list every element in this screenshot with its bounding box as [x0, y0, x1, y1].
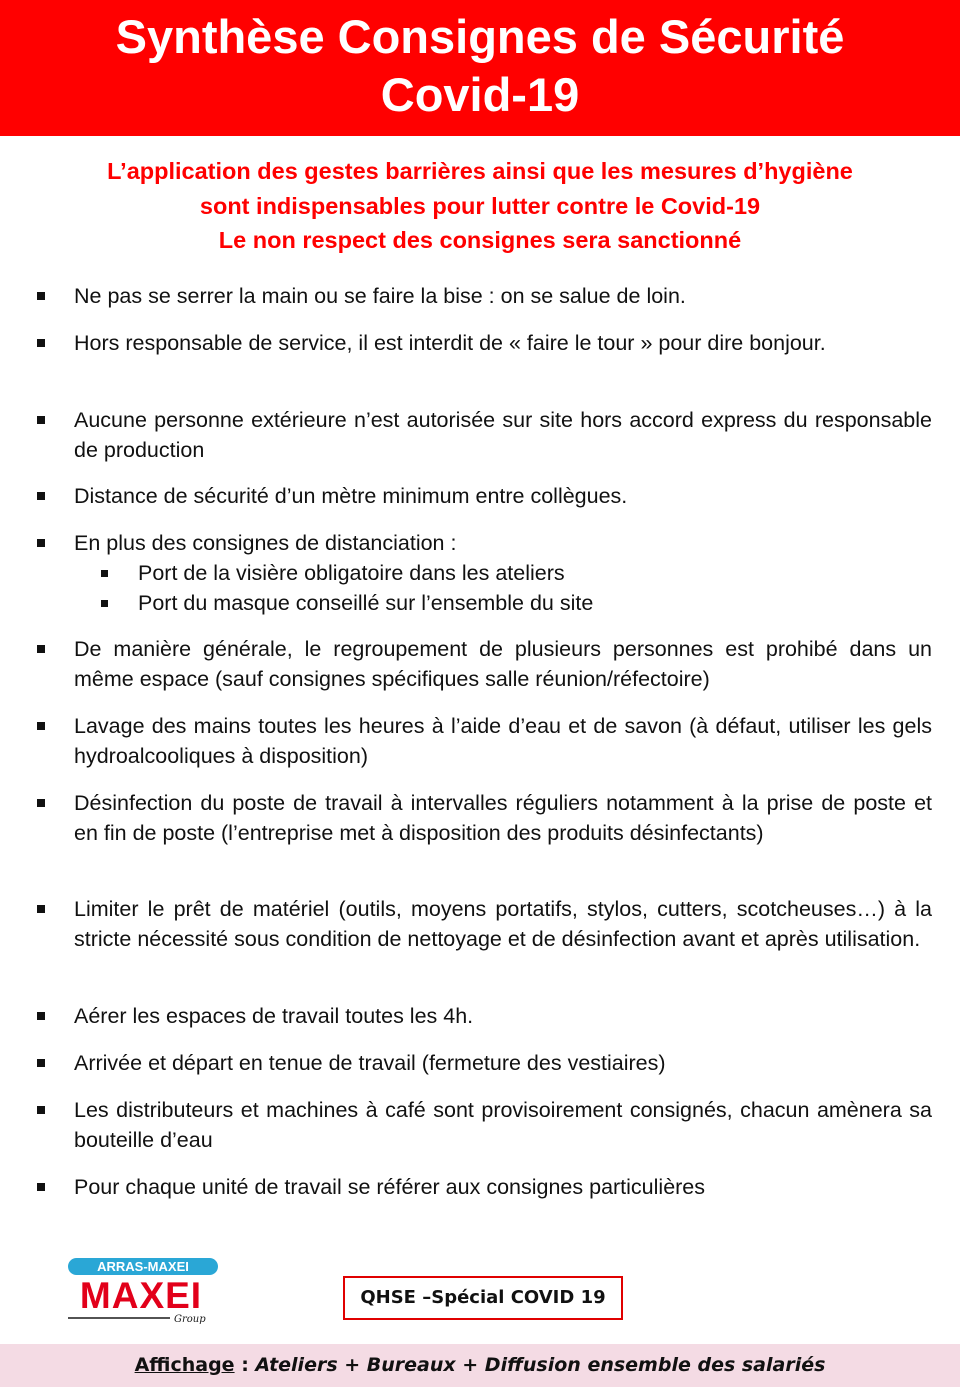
rule-text: Les distributeurs et machines à café sont provisoirement consignés, chacun amènera sa bouteille d’eau: [74, 1098, 932, 1152]
footer-separator: :: [234, 1354, 256, 1376]
square-bullet-icon: [37, 905, 45, 913]
rule-text: Arrivée et départ en tenue de travail (fermeture des vestiaires): [74, 1051, 666, 1075]
square-bullet-icon: [37, 1012, 45, 1020]
rule-text: Aucune personne extérieure n’est autorisée sur site hors accord express du responsable de production: [74, 408, 932, 462]
intro-line-1: L’application des gestes barrières ainsi que les mesures d’hygiène: [107, 158, 853, 184]
sub-rule-text: Port de la visière obligatoire dans les ateliers: [138, 561, 565, 585]
square-bullet-icon: [101, 600, 108, 607]
square-bullet-icon: [37, 1106, 45, 1114]
square-bullet-icon: [37, 492, 45, 500]
page-title-line-2: Covid-19: [380, 68, 580, 121]
square-bullet-icon: [101, 570, 108, 577]
footer-label: Affichage: [134, 1354, 235, 1376]
square-bullet-icon: [37, 1183, 45, 1191]
rule-text: De manière générale, le regroupement de plusieurs personnes est prohibé dans un même espace (sauf consignes spécifiques salle réunion/réfectoire): [74, 637, 932, 691]
rule-text: Hors responsable de service, il est interdit de « faire le tour » pour dire bonjour.: [74, 331, 826, 355]
square-bullet-icon: [37, 645, 45, 653]
rule-text: Ne pas se serrer la main ou se faire la bise : on se salue de loin.: [74, 284, 686, 308]
intro-warning: [0, 154, 960, 258]
title-banner: [0, 0, 960, 136]
sub-rule-text: Port du masque conseillé sur l’ensemble du site: [138, 591, 594, 615]
square-bullet-icon: [37, 722, 45, 730]
square-bullet-icon: [37, 292, 45, 300]
page-title-line-1: Synthèse Consignes de Sécurité: [115, 10, 845, 63]
logo-banner-text: ARRAS-MAXEI: [97, 1259, 189, 1274]
rule-text: Limiter le prêt de matériel (outils, moyens portatifs, stylos, cutters, scotcheuses…) à la stricte nécessité sous condition de nettoyage et de désinfection avant et après utilisation.: [74, 897, 932, 951]
square-bullet-icon: [37, 416, 45, 424]
logo-tag-text: Group: [174, 1314, 206, 1325]
footer-value: Ateliers + Bureaux + Diffusion ensemble des salariés: [255, 1354, 826, 1376]
intro-line-3: Le non respect des consignes sera sanctionné: [218, 227, 742, 253]
rule-text: Aérer les espaces de travail toutes les 4h.: [74, 1004, 474, 1028]
rule-text: En plus des consignes de distanciation :: [74, 531, 457, 555]
square-bullet-icon: [37, 339, 45, 347]
rule-text: Lavage des mains toutes les heures à l’aide d’eau et de savon (à défaut, utiliser les gels hydroalcooliques à disposition): [74, 714, 932, 768]
logo-main-text: MAXEI: [79, 1275, 203, 1316]
square-bullet-icon: [37, 539, 45, 547]
intro-line-2: sont indispensables pour lutter contre le Covid-19: [199, 192, 761, 219]
footer-banner: [0, 1344, 960, 1387]
rule-text: Distance de sécurité d’un mètre minimum entre collègues.: [74, 484, 628, 508]
rule-text: Pour chaque unité de travail se référer aux consignes particulières: [74, 1175, 706, 1199]
square-bullet-icon: [37, 799, 45, 807]
rule-text: Désinfection du poste de travail à intervalles réguliers notamment à la prise de poste et en fin de poste (l’entreprise met à disposition des produits désinfectants): [74, 791, 932, 845]
square-bullet-icon: [37, 1059, 45, 1067]
maxei-logo: [66, 1256, 226, 1330]
qhse-badge: QHSE –Spécial COVID 19: [343, 1276, 623, 1320]
